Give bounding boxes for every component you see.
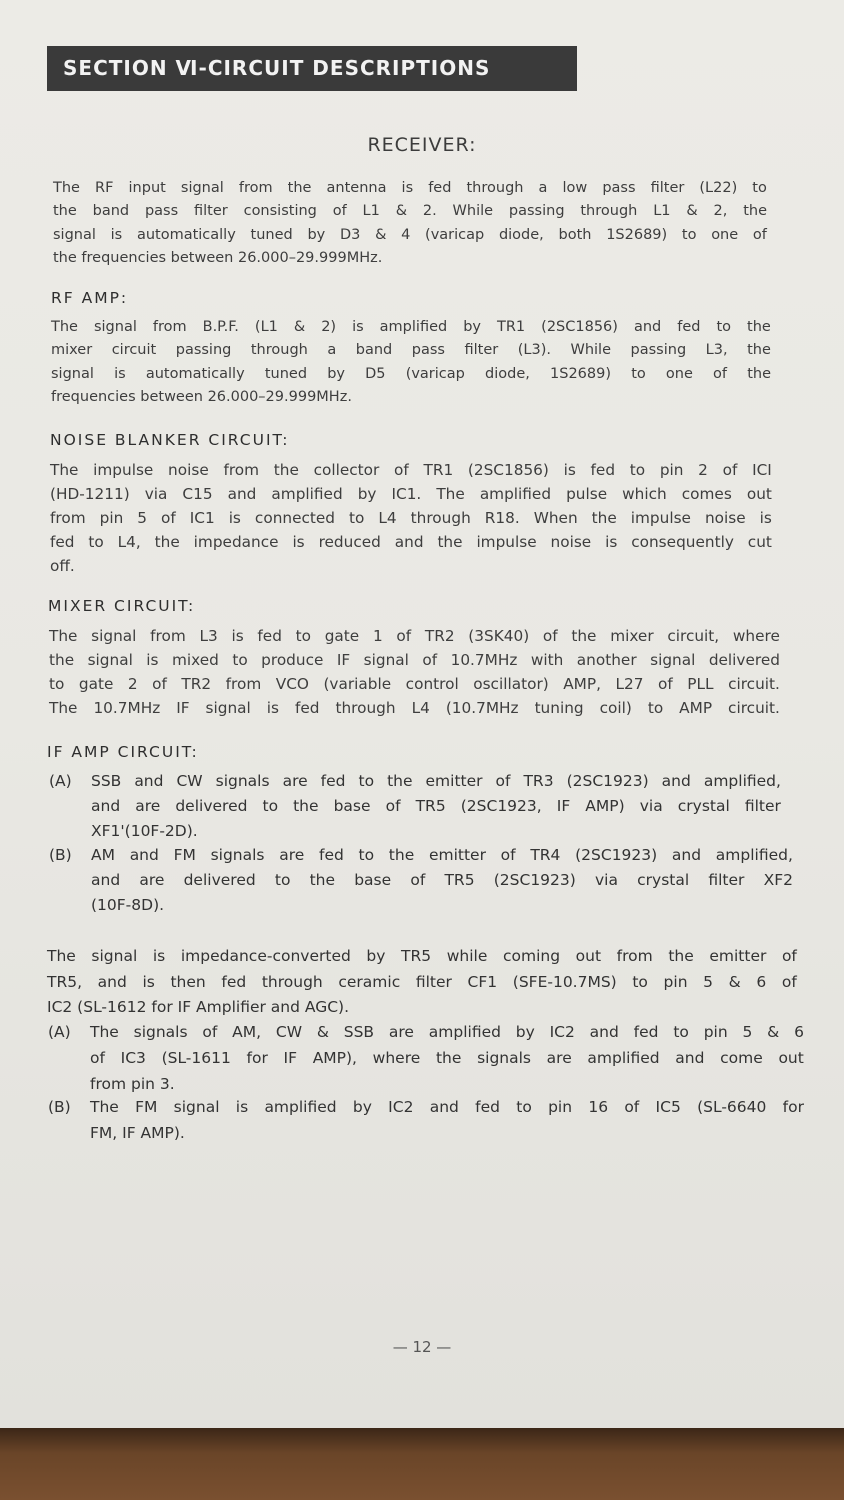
impedance-item-a	[48, 1019, 804, 1097]
mixer-line: The signal from L3 is fed to gate 1 of TR2 (3SK40) of the mixer circuit, where	[49, 627, 780, 645]
noise-blanker-line: off.	[50, 557, 75, 575]
background-surface	[0, 1428, 844, 1500]
intro-line: signal is automatically tuned by D3 & 4 (varicap diode, both 1S2689) to one of	[53, 226, 767, 243]
intro-paragraph	[53, 177, 767, 271]
item-label: (A)	[49, 772, 72, 790]
mixer-line: to gate 2 of TR2 from VCO (variable control oscillator) AMP, L27 of PLL circuit.	[49, 675, 780, 693]
item-body	[91, 769, 781, 843]
noise-blanker-line: (HD-1211) via C15 and amplified by IC1. The amplified pulse which comes out	[50, 485, 772, 503]
noise-blanker-line: The impulse noise from the collector of TR1 (2SC1856) is fed to pin 2 of ICI	[50, 461, 772, 479]
page-number: — 12 —	[392, 1338, 452, 1356]
mixer-line: The 10.7MHz IF signal is fed through L4 (10.7MHz tuning coil) to AMP circuit.	[49, 699, 780, 717]
item-label: (B)	[48, 1098, 71, 1116]
impedance-line: TR5, and is then fed through ceramic filter CF1 (SFE-10.7MS) to pin 5 & 6 of	[47, 972, 797, 991]
impedance-paragraph	[47, 944, 797, 1021]
rf-amp-line: The signal from B.P.F. (L1 & 2) is amplified by TR1 (2SC1856) and fed to the	[51, 319, 771, 335]
noise-blanker-heading: NOISE BLANKER CIRCUIT:	[50, 431, 290, 449]
item-line: and are delivered to the base of TR5 (2SC1923) via crystal filter XF2	[91, 870, 793, 889]
rf-amp-line: frequencies between 26.000–29.999MHz.	[51, 389, 352, 406]
noise-blanker-line: fed to L4, the impedance is reduced and the impulse noise is consequently cut	[50, 533, 772, 551]
if-amp-heading: IF AMP CIRCUIT:	[47, 743, 199, 761]
item-line: SSB and CW signals are fed to the emitter of TR3 (2SC1923) and amplified,	[91, 772, 781, 790]
intro-line: The RF input signal from the antenna is fed through a low pass filter (L22) to	[53, 180, 767, 196]
item-body	[90, 1094, 804, 1146]
item-line: of IC3 (SL-1611 for IF AMP), where the signals are amplified and come out	[90, 1049, 804, 1067]
rf-amp-line: mixer circuit passing through a band pass filter (L3). While passing L3, the	[51, 342, 771, 359]
noise-blanker-line: from pin 5 of IC1 is connected to L4 through R18. When the impulse noise is	[50, 509, 772, 527]
mixer-heading: MIXER CIRCUIT:	[48, 597, 196, 615]
item-body	[91, 843, 793, 917]
intro-line: the band pass filter consisting of L1 & 2. While passing through L1 & 2, the	[53, 203, 767, 220]
item-line: FM, IF AMP).	[90, 1124, 185, 1142]
impedance-line: IC2 (SL-1612 for IF Amplifier and AGC).	[47, 998, 350, 1016]
impedance-line: The signal is impedance-converted by TR5 while coming out from the emitter of	[47, 947, 797, 965]
intro-line: the frequencies between 26.000–29.999MHz.	[53, 250, 383, 267]
item-line: AM and FM signals are fed to the emitter of TR4 (2SC1923) and amplified,	[91, 846, 793, 864]
noise-blanker-paragraph	[50, 458, 772, 578]
item-line: from pin 3.	[90, 1075, 175, 1093]
item-line: The FM signal is amplified by IC2 and fed to pin 16 of IC5 (SL-6640 for	[90, 1098, 804, 1116]
item-label: (A)	[48, 1023, 71, 1041]
if-amp-item-a	[49, 769, 789, 844]
item-label: (B)	[49, 846, 72, 864]
item-line: The signals of AM, CW & SSB are amplified by IC2 and fed to pin 5 & 6	[90, 1023, 804, 1041]
impedance-item-b	[48, 1094, 804, 1146]
rf-amp-heading: RF AMP:	[51, 289, 129, 307]
section-title-banner: SECTION Ⅵ-CIRCUIT DESCRIPTIONS	[47, 46, 577, 91]
item-line: (10F-8D).	[91, 895, 165, 914]
item-body	[90, 1019, 804, 1097]
if-amp-item-b	[49, 843, 794, 918]
rf-amp-line: signal is automatically tuned by D5 (varicap diode, 1S2689) to one of the	[51, 365, 771, 382]
item-line: and are delivered to the base of TR5 (2SC1923, IF AMP) via crystal filter	[91, 796, 781, 815]
rf-amp-paragraph	[51, 316, 771, 410]
item-line: XF1'(10F-2D).	[91, 821, 198, 840]
mixer-line: the signal is mixed to produce IF signal of 10.7MHz with another signal delivered	[49, 651, 780, 669]
receiver-heading: RECEIVER:	[367, 134, 477, 156]
mixer-paragraph	[49, 624, 780, 720]
